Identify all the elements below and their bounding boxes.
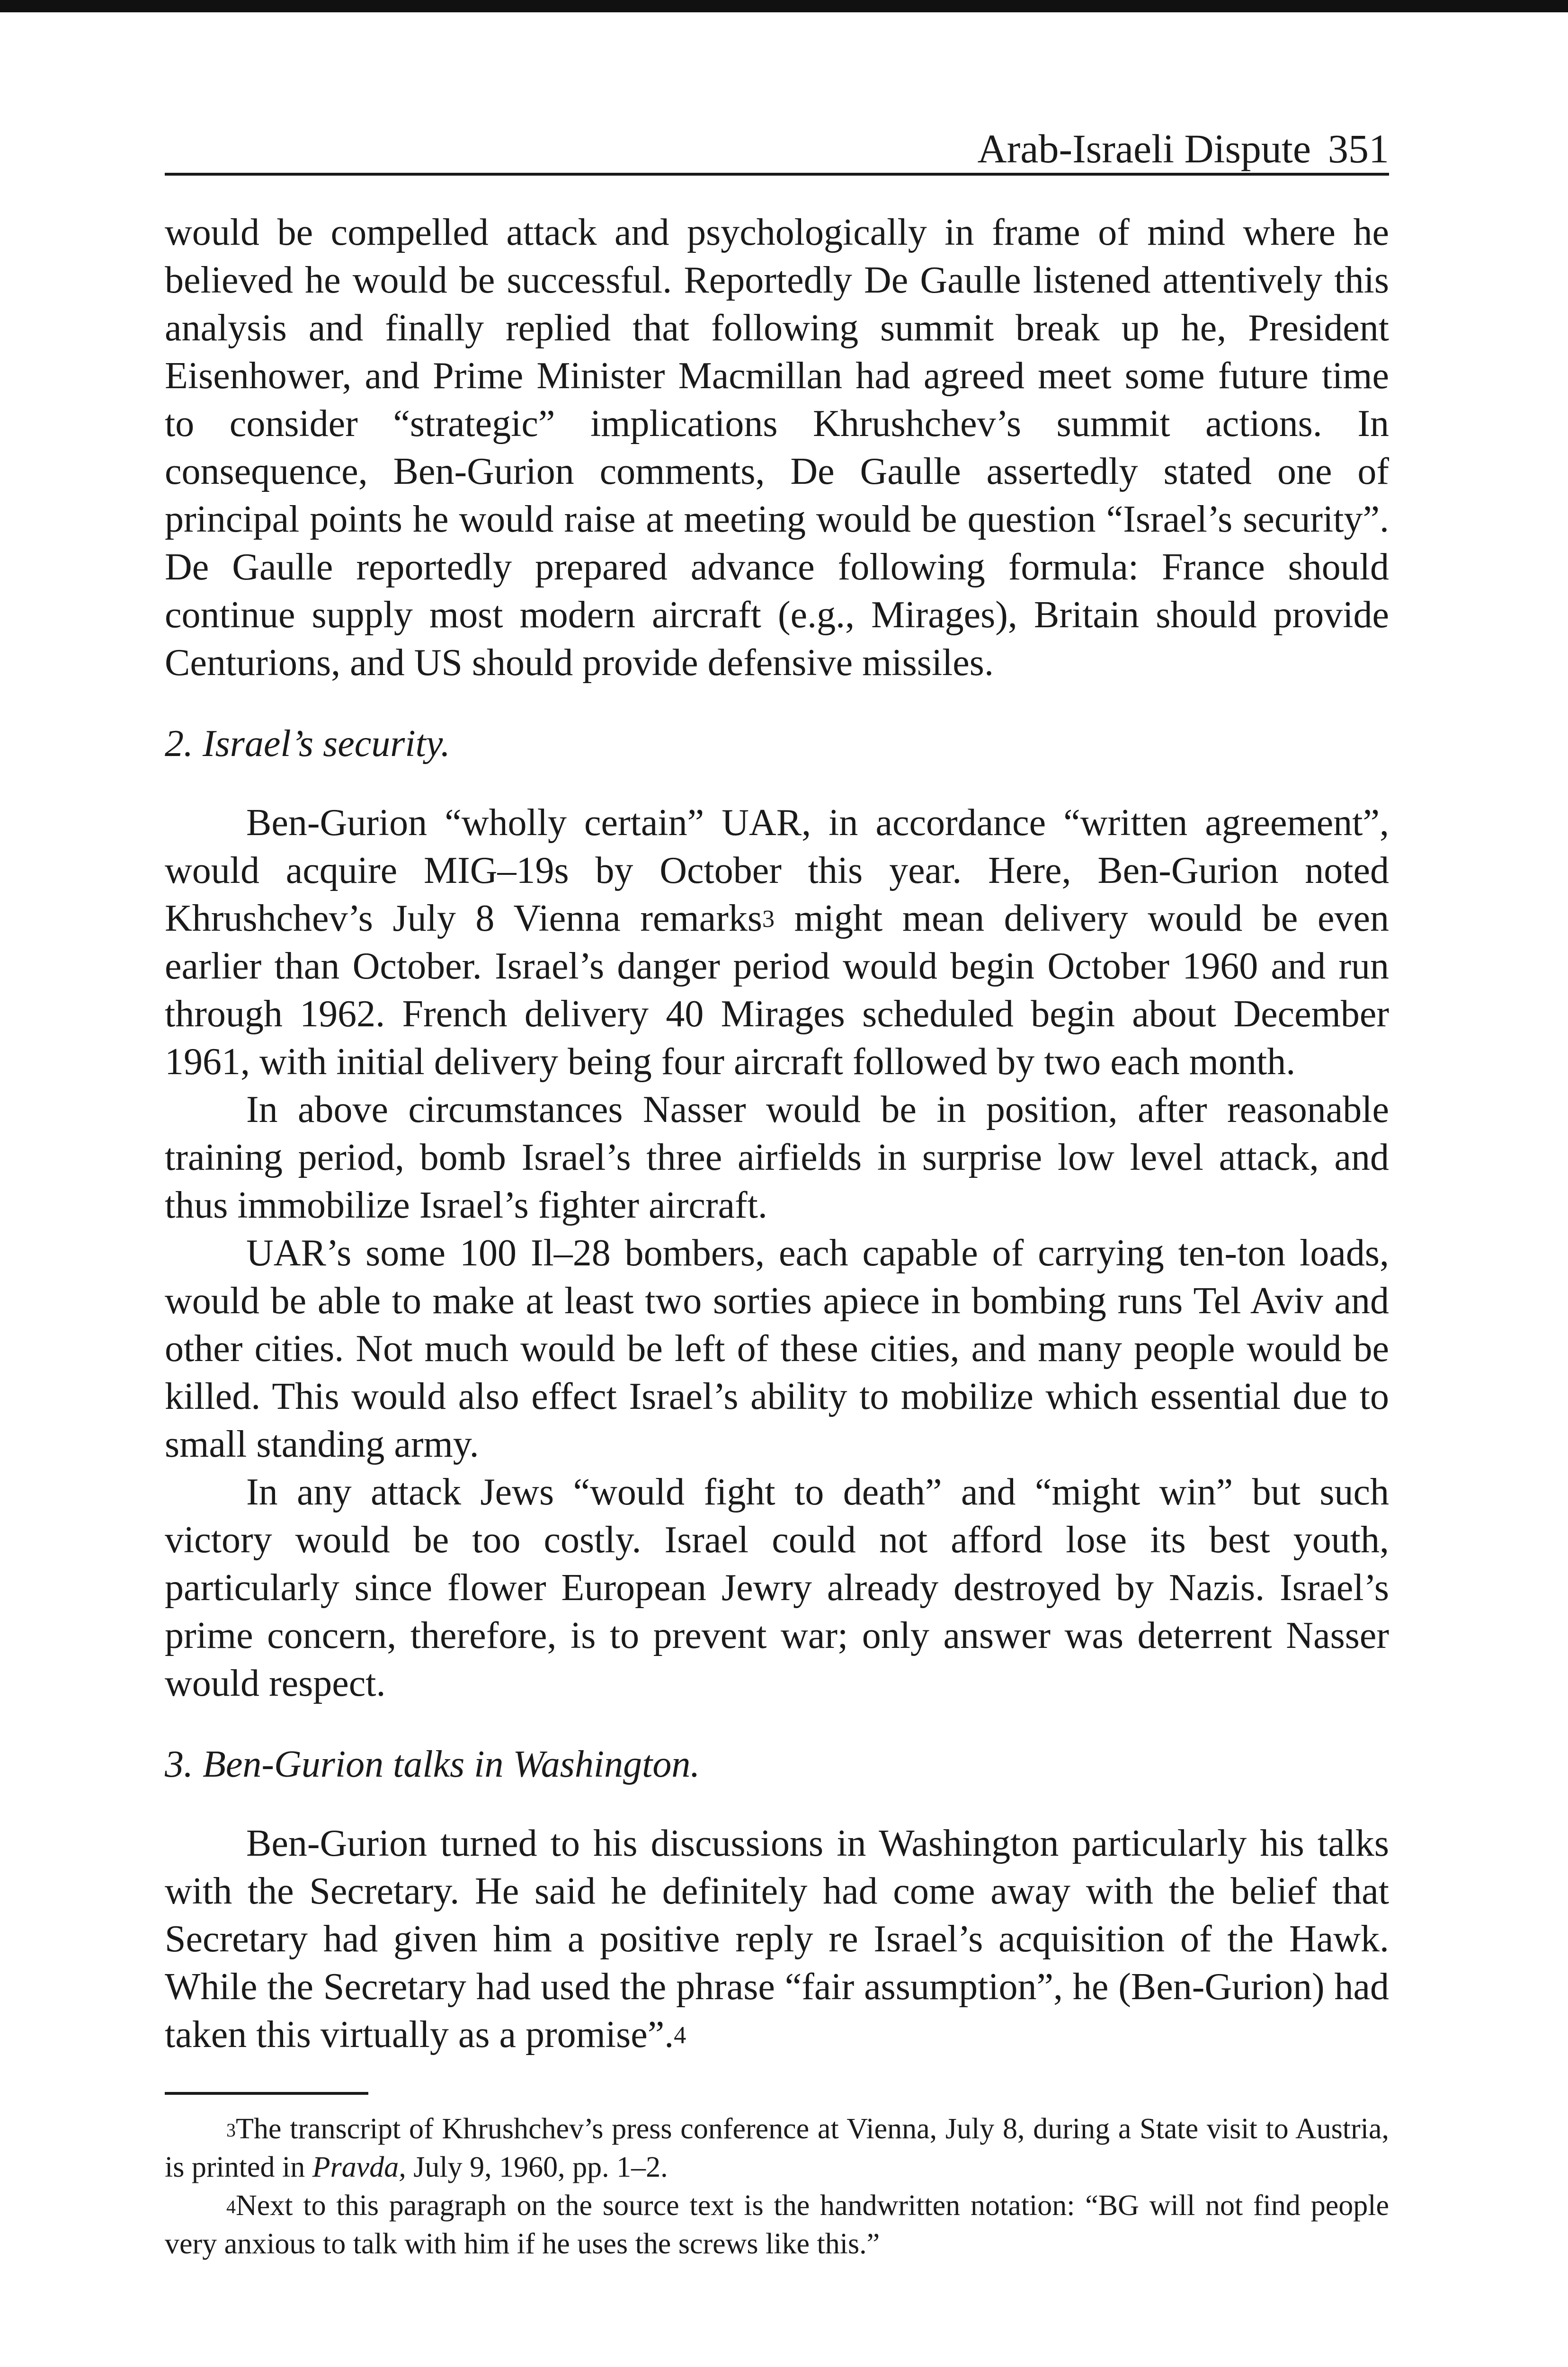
paragraph-nasser-attack: In above circumstances Nasser would be in position, after reasonable training period, bomb Israel’s three airfields in surprise low level attack, and thus immobilize Israel’s fighter aircraft. [165, 1089, 1389, 1226]
paragraph-hawk [165, 1820, 1389, 2059]
paragraph-text: Ben-Gurion turned to his discussions in Washington particularly his talks with the Secretary. He said he definitely had come away with the belief that Secretary had given him a positive reply re Israel’s acquisition of the Hawk. While the Secretary had used the phrase “fair assumption”, he (Ben-Gurion) had taken this virtually as a promise”. [165, 1823, 1389, 2056]
paragraph-bombers: UAR’s some 100 Il–28 bombers, each capable of carrying ten-ton loads, would be able to make at least two sorties apiece in bombing runs Tel Aviv and other cities. Not much would be left of these cities, and many people would be killed. This would also effect Israel’s ability to mobilize which essential due to small standing army. [165, 1232, 1389, 1465]
footnote-ref-4: 4 [674, 2022, 686, 2049]
section-heading-israels-security: 2. Israel’s security. [165, 723, 450, 765]
header-line [978, 128, 1389, 169]
paragraph-text: might mean delivery would be even earlier than October. Israel’s danger period would begin October 1960 and run through 1962. French delivery 40 Mirages scheduled begin about December 1961, with initial delivery being four aircraft followed by two each month. [165, 898, 1389, 1083]
footnote-divider [165, 2092, 368, 2095]
paragraph-mig-delivery [165, 799, 1389, 1086]
footnote-3 [165, 2110, 1389, 2187]
page-number: 351 [1328, 126, 1389, 171]
running-title: Arab-Israeli Dispute [977, 126, 1311, 171]
running-header [165, 118, 1389, 176]
footnotes [165, 2110, 1389, 2263]
footnote-ref-3: 3 [762, 906, 775, 933]
paragraph-text: Ben-Gurion “wholly certain” UAR, in accordance “written agreement”, would acquire MIG–19s by October this year. Here, Ben-Gurion noted Khrushchev’s July 8 Vienna remarks [165, 802, 1389, 939]
footnote-text: Next to this paragraph on the source text is the handwritten notation: “BG will not find people very anxious to talk with him if he uses the screws like this.” [165, 2189, 1389, 2260]
paragraph-intro: would be compelled attack and psychologically in frame of mind where he believed he would be successful. Reportedly De Gaulle listened attentively this analysis and finally replied that following summit break up he, President Eisenhower, and Prime Minister Macmillan had agreed meet some future time to consider “strategic” implications Khrushchev’s summit actions. In consequence, Ben-Gurion comments, De Gaulle assertedly stated one of principal points he would raise at meeting would be question “Israel’s security”. De Gaulle reportedly prepared advance following formula: France should continue supply most modern aircraft (e.g., Mirages), Britain should provide Centurions, and US should provide defensive missiles. [165, 212, 1389, 684]
document-page [165, 118, 1389, 2263]
footnote-number: 4 [226, 2196, 236, 2217]
footnote-text: The transcript of Khrushchev’s press conference at Vienna, July 8, during a State visit to Austria, is printed in [165, 2113, 1389, 2183]
scan-top-border [0, 0, 1568, 12]
footnote-4 [165, 2187, 1389, 2263]
footnote-text: July 9, 1960, pp. 1–2. [406, 2151, 668, 2183]
paragraph-prevent-war: In any attack Jews “would fight to death” and “might win” but such victory would be too costly. Israel could not afford lose its best youth, particularly since flower European Jewry already destroyed by Nazis. Israel’s prime concern, therefore, is to prevent war; only answer was deterrent Nasser would respect. [165, 1471, 1389, 1704]
footnote-italic-title: Pravda, [312, 2151, 406, 2183]
section-heading-washington-talks: 3. Ben-Gurion talks in Washington. [165, 1744, 700, 1785]
main-text [165, 209, 1389, 2059]
footnote-number: 3 [226, 2119, 236, 2141]
